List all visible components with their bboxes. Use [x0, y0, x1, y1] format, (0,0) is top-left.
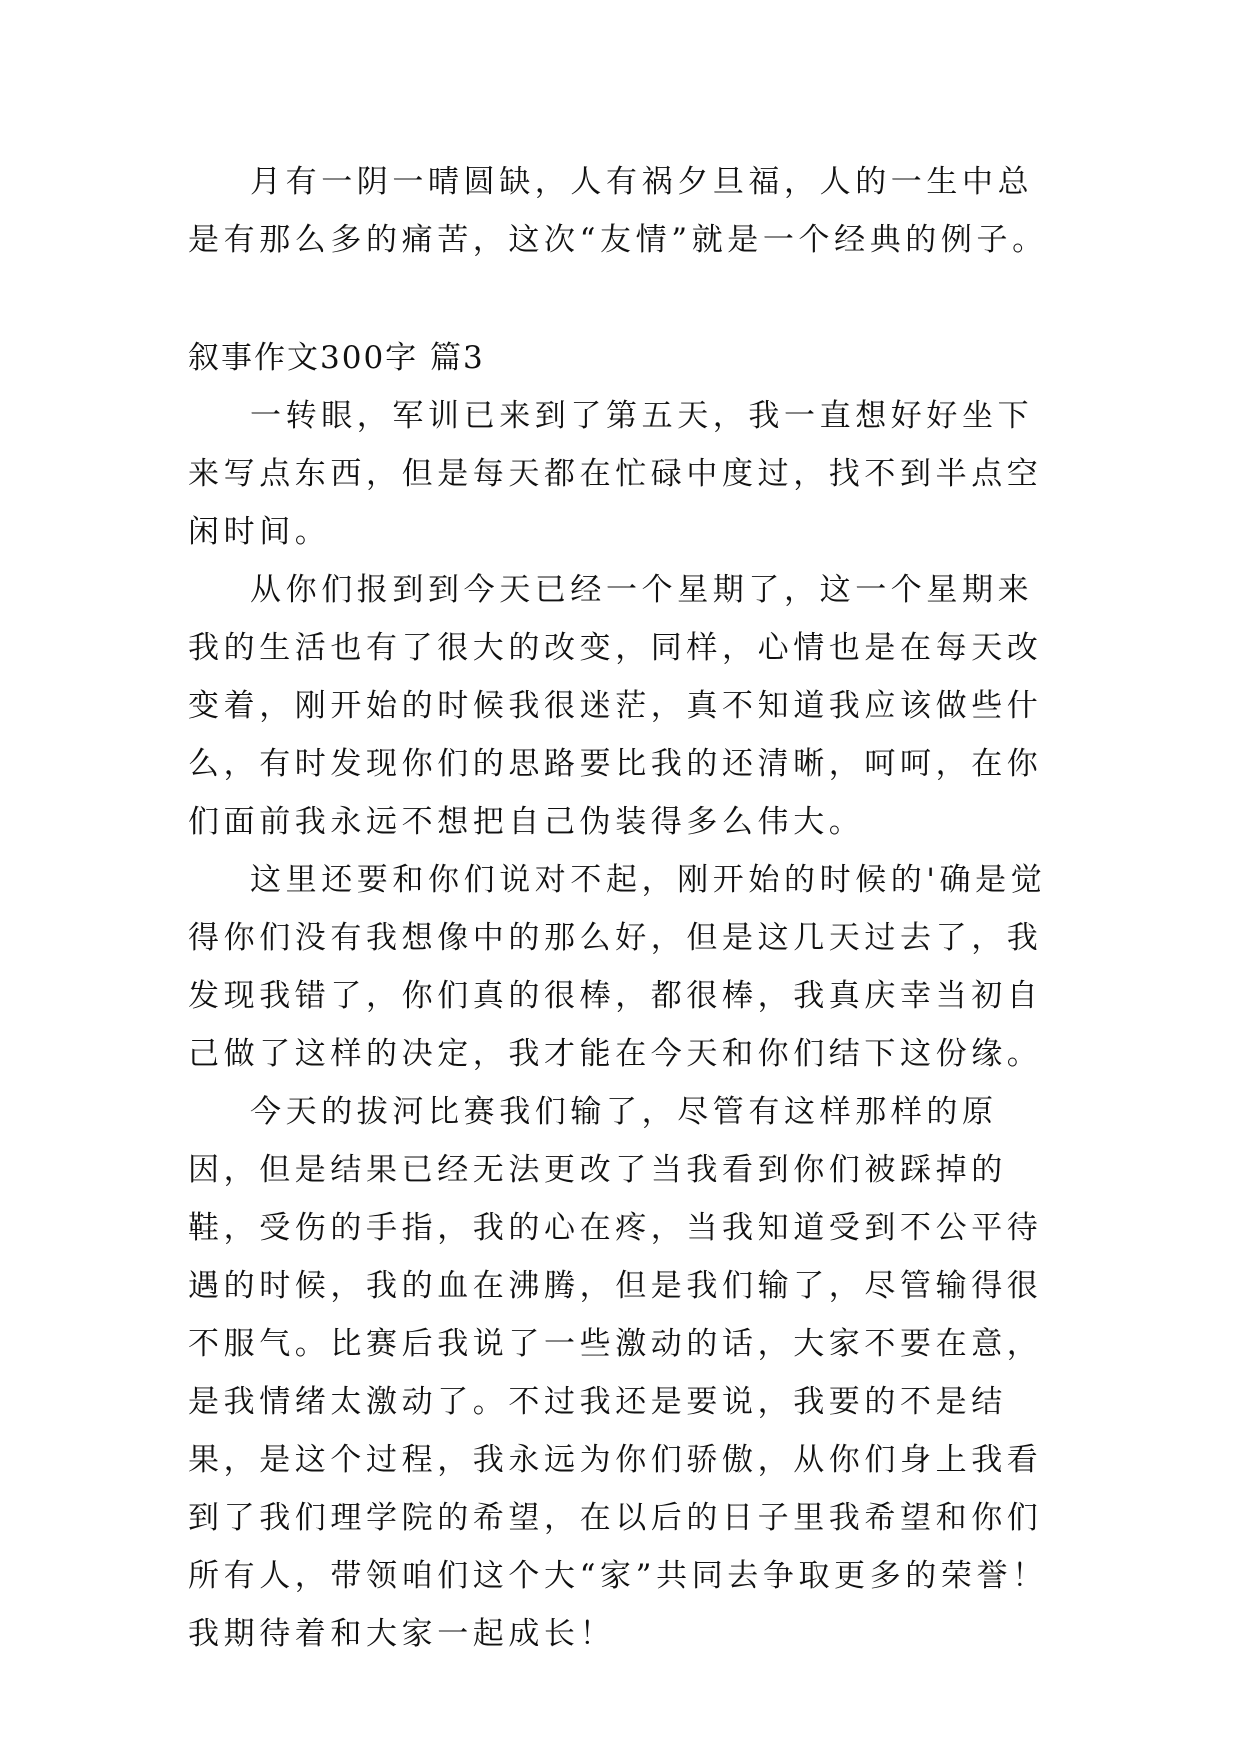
document-body: [188, 153, 1048, 1663]
paragraph-4: 今天的拔河比赛我们输了，尽管有这样那样的原因，但是结果已经无法更改了当我看到你们被踩掉的鞋，受伤的手指，我的心在疼，当我知道受到不公平待遇的时候，我的血在沸腾，但是我们输了，尽管输得很不服气。比赛后我说了一些激动的话，大家不要在意，是我情绪太激动了。不过我还是要说，我要的不是结果，是这个过程，我永远为你们骄傲，从你们身上我看到了我们理学院的希望，在以后的日子里我希望和你们所有人，带领咱们这个大“家”共同去争取更多的荣誉！我期待着和大家一起成长！: [188, 1094, 1048, 1652]
paragraph-intro: 月有一阴一晴圆缺，人有祸夕旦福，人的一生中总是有那么多的痛苦，这次“友情”就是一个经典的例子。: [188, 164, 1048, 258]
paragraph-3: 这里还要和你们说对不起，刚开始的时候的'确是觉得你们没有我想像中的那么好，但是这几天过去了，我发现我错了，你们真的很棒，都很棒，我真庆幸当初自己做了这样的决定，我才能在今天和你们结下这份缘。: [188, 862, 1047, 1072]
paragraph-spacer: [188, 269, 1048, 329]
paragraph-2: 从你们报到到今天已经一个星期了，这一个星期来我的生活也有了很大的改变，同样，心情也是在每天改变着，刚开始的时候我很迷茫，真不知道我应该做些什么，有时发现你们的思路要比我的还清晰，呵呵，在你们面前我永远不想把自己伪装得多么伟大。: [188, 572, 1043, 840]
section-heading: 叙事作文300字 篇3: [188, 340, 485, 376]
paragraph-1: 一转眼，军训已来到了第五天，我一直想好好坐下来写点东西，但是每天都在忙碌中度过，找不到半点空闲时间。: [188, 398, 1043, 550]
